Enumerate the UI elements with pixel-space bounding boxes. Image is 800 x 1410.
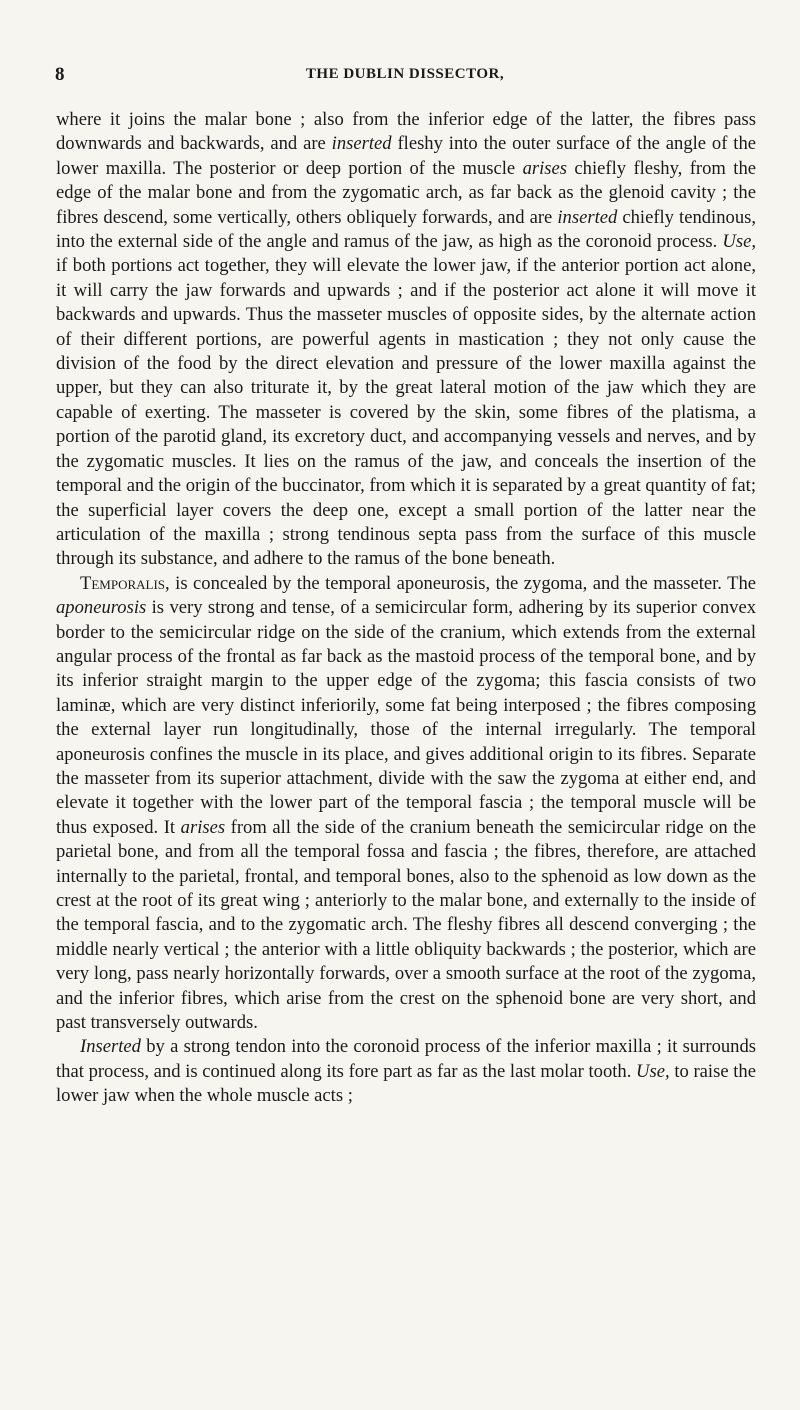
text-run: where it joins the malar bone ; also from the inferior edge of the latter, the fibres pass downwards and backwards, and are xyxy=(56,109,756,155)
text-run: fleshy into the outer surface of the angle of the lower maxilla. The posterior or deep portion of the muscle xyxy=(56,133,756,179)
text-run: is concealed by the temporal aponeurosis, the zygoma, and the masseter. The xyxy=(169,572,756,594)
paragraph xyxy=(56,1035,756,1108)
italic-term: arises xyxy=(522,157,568,179)
text-run: by a strong tendon into the coronoid process of the inferior maxilla ; it surrounds that process, and is continued along its fore part as far as the last molar tooth. xyxy=(56,1036,756,1082)
italic-term: Inserted xyxy=(80,1036,141,1058)
running-title: THE DUBLIN DISSECTOR, xyxy=(305,66,505,82)
italic-term: inserted xyxy=(331,133,392,155)
italic-term: Use, xyxy=(722,231,756,253)
text-run: to raise the lower jaw when the whole muscle acts ; xyxy=(56,1060,756,1107)
text-run: is very strong and tense, of a semicircular form, adhering by its superior convex border to the semicircular ridge on the side of the cranium, which extends from the external angular process of the frontal as far back as the mastoid process of the temporal bone, and by its inferior straight margin to the upper edge of the zygoma; this fascia consists of two laminæ, which are very distinct inferiorily, some fat being interposed ; the fibres composing the external layer run longitudinally, those of the internal irregularly. The temporal aponeurosis confines the muscle in its place, and gives additional origin to its fibres. Separate the masseter from its superior attachment, divide with the saw the zygoma at either end, and elevate it together with the lower part of the temporal fascia ; the temporal muscle will be thus exposed. It xyxy=(56,597,756,838)
page-number: 8 xyxy=(55,64,65,85)
section-heading: Temporalis, xyxy=(80,572,170,594)
body-text xyxy=(56,108,756,1109)
italic-term: arises xyxy=(180,816,226,838)
paragraph xyxy=(56,572,756,1036)
italic-term: Use, xyxy=(636,1060,670,1082)
text-run: if both portions act together, they will elevate the lower jaw, if the anterior portion act alone, it will carry the jaw forwards and upwards ; and if the posterior act alone it will move it backwards and upwards. Thus the masseter muscles of opposite sides, by the alternate action of their different portions, are powerful agents in mastication ; they not only cause the division of the food by the direct elevation and pressure of the lower maxilla against the upper, but they can also triturate it, by the great lateral motion of the jaw which they are capable of exerting. The masseter is covered by the skin, some fibres of the platisma, a portion of the parotid gland, its excretory duct, and accompanying vessels and nerves, and by the zygomatic muscles. It lies on the ramus of the jaw, and conceals the insertion of the temporal and the origin of the buccinator, from which it is separated by a great quantity of fat; the superficial layer covers the deep one, except a small portion of the latter near the articulation of the maxilla ; strong tendinous septa pass from the surface of this muscle through its substance, and adhere to the ramus of the bone beneath. xyxy=(56,255,756,570)
italic-term: inserted xyxy=(557,206,618,228)
text-run: chiefly tendinous, into the external side of the angle and ramus of the jaw, as high as the coronoid process. xyxy=(56,206,757,253)
text-run: chiefly fleshy, from the edge of the malar bone and from the zygomatic arch, as far back as the glenoid cavity ; the fibres descend, some vertically, others obliquely forwards, and are xyxy=(56,157,756,228)
paragraph xyxy=(56,108,756,572)
page-header xyxy=(55,64,755,86)
italic-term: aponeurosis xyxy=(56,597,147,619)
text-run: from all the side of the cranium beneath the semicircular ridge on the parietal bone, and from all the temporal fossa and fascia ; the fibres, therefore, are attached internally to the parietal, frontal, and temporal bones, also to the sphenoid as low down as the crest at the root of its great wing ; anteriorly to the malar bone, and externally to the inside of the temporal fascia, and to the zygomatic arch. The fleshy fibres all descend converging ; the middle nearly vertical ; the anterior with a little obliquity backwards ; the posterior, which are very long, pass nearly horizontally forwards, over a smooth surface at the root of the zygoma, and the inferior fibres, which arise from the crest on the sphenoid bone are very short, and past transversely outwards. xyxy=(56,816,756,1034)
